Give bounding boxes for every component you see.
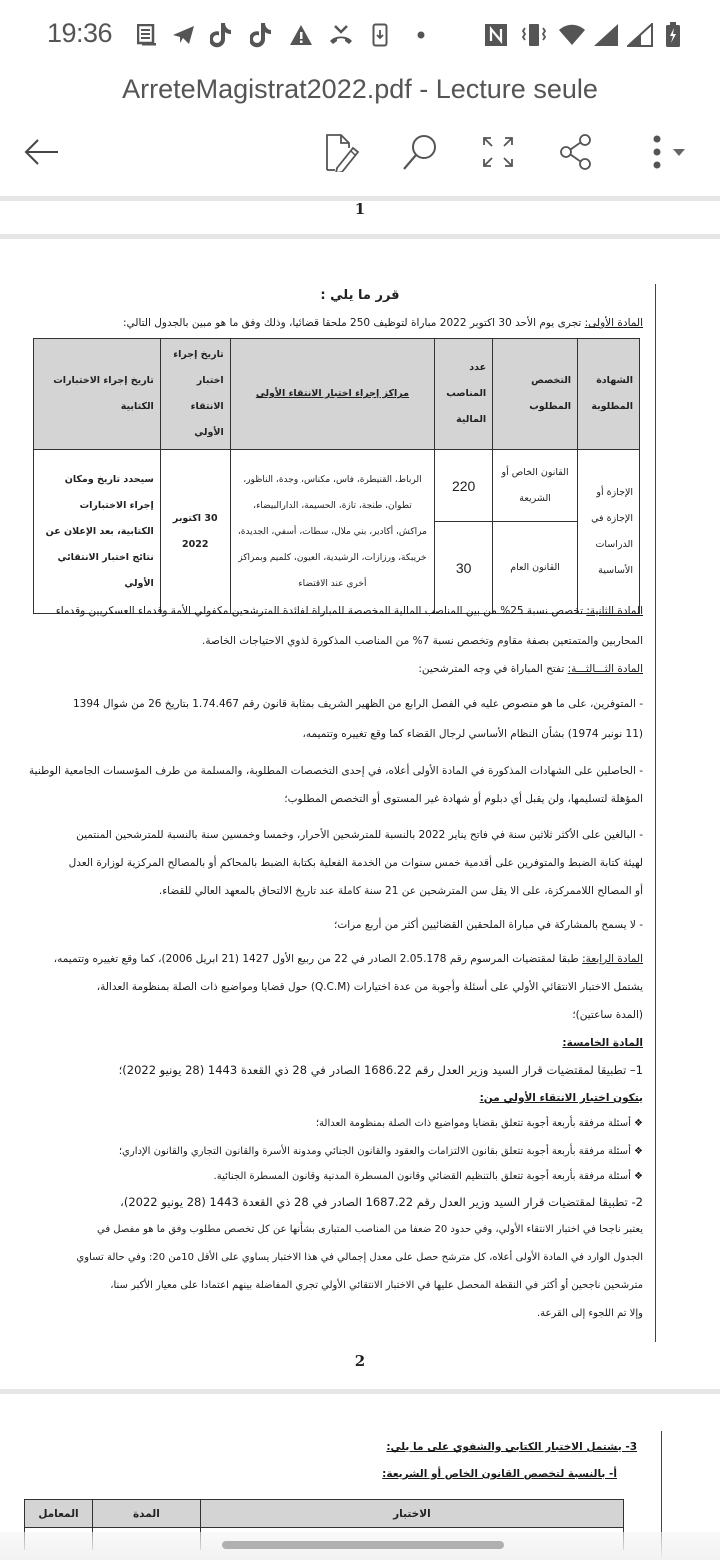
article-5-label: المادة الخامسة:: [562, 1037, 643, 1049]
document-title: ArreteMagistrat2022.pdf - Lecture seule: [122, 74, 598, 104]
article-1: [123, 317, 643, 329]
page-separator: [0, 234, 720, 239]
wifi-icon: [558, 22, 586, 48]
status-time: 19:36: [47, 18, 113, 48]
article-2-line-1: [56, 605, 643, 617]
header-specialty: التخصص المطلوب: [493, 339, 578, 450]
more-options-button[interactable]: [636, 130, 700, 178]
vibrate-icon: [521, 22, 547, 48]
telegram-icon: [172, 22, 196, 48]
tiktok-icon: [210, 22, 232, 48]
article-5-paragraph-line-2: الجدول الوارد في المادة الأولى أعلاه، كل مترشح حصل على معدل إجمالي في هذا الاختبار يساوي على الأقل 10من 20: وفي حالة تساوي: [76, 1252, 643, 1263]
edit-document-icon: [323, 132, 361, 176]
article-3-item-4: - لا يسمح بالمشاركة في مباراة الملحقين القضائيين أكثر من أربع مرات؛: [334, 919, 643, 931]
search-button[interactable]: [396, 130, 444, 178]
article-5-bullet-3: ❖ أسئلة مرفقة بأربعة أجوبة تتعلق بالتنظيم القضائي وقانون المسطرة المدنية وقانون المسطرة الجنائية.: [213, 1171, 643, 1182]
cell-positions-220: 220: [435, 450, 493, 522]
article-3-item-3-line-3: أو المصالح اللاممركزة، على الا يقل سن المترشحين عن 21 سنة كاملة عند تاريخ الالتحاق بالمعهد العالي للقضاء.: [158, 885, 643, 897]
edit-document-button[interactable]: [318, 130, 366, 178]
article-5-subheading: يتكون اختبار الانتقاء الأولي من:: [479, 1092, 643, 1104]
more-options-icon: [645, 132, 691, 176]
search-icon: [400, 132, 440, 176]
table-row: [34, 450, 640, 522]
signal-full-icon: [593, 22, 619, 48]
article-2-label: المادة الثانية:: [586, 605, 643, 617]
table-header-row: [25, 1500, 624, 1528]
fullscreen-button[interactable]: [474, 130, 522, 178]
news-icon: [137, 22, 157, 48]
page-number: 2: [354, 1352, 366, 1370]
article-3-text: تفتح المباراة في وجه المترشحين:: [418, 663, 568, 675]
article-4-line-3: (المدة ساعتين)؛: [572, 1009, 643, 1021]
header-positions: عدد المناصب المالية: [435, 339, 493, 450]
article-3-item-3-line-2: لهيئة كتابة الضبط والمتوفرين على أقدمية خمس سنوات من الخدمة الفعلية بكتابة الضبط بالمحاكم أو بالمصالح المركزية لوزارة العدل: [68, 857, 643, 869]
header-preselection-date: تاريخ إجراء اختبار الانتقاء الأولي: [160, 339, 230, 450]
cell-specialty-public-law: القانون العام: [493, 522, 578, 614]
fullscreen-icon: [480, 134, 516, 174]
positions-table: [33, 338, 640, 614]
header-degree: الشهادة المطلوبة: [578, 339, 640, 450]
nfc-icon: [484, 22, 508, 48]
dot-icon: [416, 22, 426, 48]
article-3-item-1-line-1: - المتوفرين، على ما هو منصوص عليه في الفصل الرابع من الظهير الشريف بمثابة قانون رقم 1.74.467 بتاريخ 26 من شوال 1394: [72, 698, 643, 710]
cell-positions-30: 30: [435, 522, 493, 614]
cell-written-date: سيحدد تاريخ ومكان إجراء الاختبارات الكتابية، بعد الإعلان عن نتائج اختبار الانتقائي الأولي: [34, 450, 161, 614]
cell-centers: الرباط، القنيطرة، فاس، مكناس، وجدة، الناظور، تطوان، طنجة، تازة، الحسيمة، الدارالبيضاء، مراكش، أكادير، بني ملال، سطات، أسفي، الجديدة، خريبكة، ورزازات، الرشيدية، العيون، كلميم وبمراكز أخرى عند الاقتضاء: [230, 450, 434, 614]
article-4-line-2: يشتمل الاختبار الانتقائي الأولي على أسئلة وأجوبة من عدة اختيارات (Q.C.M) حول قضايا ومواضيع ذات الصلة بمنظومة العدالة،: [96, 981, 643, 993]
article-3-item-2-line-2: المؤهلة لتسليمها، ولن يقبل أي دبلوم أو شهادة غير المستوى أو التخصص المطلوب؛: [284, 793, 643, 805]
page-separator: [0, 1389, 720, 1394]
header-coefficient: المعامل: [25, 1500, 93, 1528]
article-3-label: المادة الثـــالثـــة:: [567, 663, 643, 675]
back-button[interactable]: [18, 130, 66, 178]
article-1-text: تجرى يوم الأحد 30 اكتوبر 2022 مباراة لتوظيف 250 ملحقا قضائيا، وذلك وفق ما هو مبين بالجدول التالي:: [122, 317, 585, 329]
horizontal-scrollbar[interactable]: [222, 1541, 504, 1549]
article-5-point-3: 3- يشتمل الاختبار الكتابي والشفوي على ما يلي:: [386, 1441, 637, 1453]
article-3-item-2-line-1: - الحاصلين على الشهادات المذكورة في المادة الأولى أعلاه، في إحدى التخصصات المطلوبة، والمسلمة من طرف المؤسسات الجامعية الوطنية: [29, 765, 643, 777]
missed-call-icon: [329, 22, 353, 48]
header-exam: الاختبار: [200, 1500, 623, 1528]
share-icon: [558, 132, 594, 176]
article-4-text: طبقا لمقتضيات المرسوم رقم 2.05.178 الصادر في 22 من ربيع الأول 1427 (21 ابريل 2006)، كما وقع تغييره وتتميمه،: [53, 953, 583, 965]
article-4-label: المادة الرابعة:: [582, 953, 643, 965]
warning-icon: [289, 22, 313, 48]
article-3: [418, 663, 643, 675]
cell-degree: الإجازة أو الإجازة في الدراسات الأساسية: [578, 450, 640, 614]
signal-partial-icon: [627, 22, 653, 48]
header-duration: المدة: [92, 1500, 200, 1528]
cell-specialty-private-law: القانون الخاص أو الشريعة: [493, 450, 578, 522]
header-centers: مراكز إجراء اختبار الانتقاء الأولي: [230, 339, 434, 450]
article-5-bullet-1: ❖ أسئلة مرفقة بأربعة أجوبة تتعلق بقضايا ومواضيع ذات الصلة بمنظومة العدالة؛: [315, 1118, 643, 1129]
tiktok-icon: [250, 22, 272, 48]
share-button[interactable]: [552, 130, 600, 178]
article-5-paragraph-line-4: وإلا تم اللجوء إلى القرعة.: [537, 1308, 643, 1319]
toolbar: [0, 122, 720, 186]
article-5-paragraph-line-3: مترشحين ناجحين أو أكثر في النقطة المحصل عليها في الاختبار الانتقائي الأولي تجري المفاضلة بينهم اعتمادا على معيار الأكبر سنا،: [110, 1280, 643, 1291]
article-2-line-2: المحاربين والمتمتعين بصفة مقاوم وتخصص نسبة 7% من المناصب المذكورة لذوي الاحتياجات الخاصة.: [201, 635, 643, 647]
download-icon: [372, 22, 388, 48]
cell-preselection-date: 30 اكتوبر 2022: [160, 450, 230, 614]
article-3-item-3-line-1: - البالغين على الأكثر ثلاثين سنة في فاتح يناير 2022 بالنسبة للمترشحين الأحرار، وخمسا وخمسين سنة بالنسبة للمترشحين المنتمين: [76, 829, 643, 841]
status-bar: [0, 0, 720, 68]
article-3-item-1-line-2: (11 نونبر 1974) بشأن النظام الأساسي لرجال القضاء كما وقع تغييره وتتميمه،: [302, 728, 643, 740]
article-5-point-1: 1– تطبيقا لمقتضيات قرار السيد وزير العدل رقم 1686.22 الصادر في 28 ذي القعدة 1443 (28 يونيو 2022)؛: [118, 1063, 643, 1077]
article-5-point-2: 2- تطبيقا لمقتضيات قرار السيد وزير العدل رقم 1687.22 الصادر في 28 ذي القعدة 1443 (28 يونيو 2022)،: [120, 1195, 643, 1209]
header-written-date: تاريخ إجراء الاختبارات الكتابية: [34, 339, 161, 450]
article-5-bullet-2: ❖ أسئلة مرفقة بأربعة أجوبة تتعلق بقانون الالتزامات والعقود والقانون الجنائي ومدونة الأسرة والقانون التجاري والقانون الإداري؛: [118, 1146, 643, 1157]
battery-charging-icon: [665, 22, 681, 48]
page-number: 1: [354, 200, 366, 218]
decision-heading: قرر ما يلي :: [320, 288, 400, 303]
article-5-paragraph-line-1: يعتبر ناجحا في اختبار الانتقاء الأولي، وفي حدود 20 ضعفا من المناصب المتبارى بشأنها عن كل تخصص مطلوب وفق ما هو مفصل في: [97, 1224, 643, 1235]
table-header-row: [34, 339, 640, 450]
article-1-label: المادة الأولى:: [584, 317, 643, 329]
article-2-text: تخصص نسبة 25% من بين المناصب المالية المخصصة للمباراة لفائدة المترشحين مكفولي الأمة وقدماء العسكريين وقدماء: [55, 605, 587, 617]
pdf-viewer[interactable]: [0, 196, 720, 1560]
article-5-sub-a: أ- بالنسبة لتخصص القانون الخاص أو الشريعة:: [382, 1468, 617, 1480]
article-4-line-1: [54, 953, 643, 965]
back-arrow-icon: [22, 137, 62, 171]
margin-line: [655, 284, 656, 1342]
